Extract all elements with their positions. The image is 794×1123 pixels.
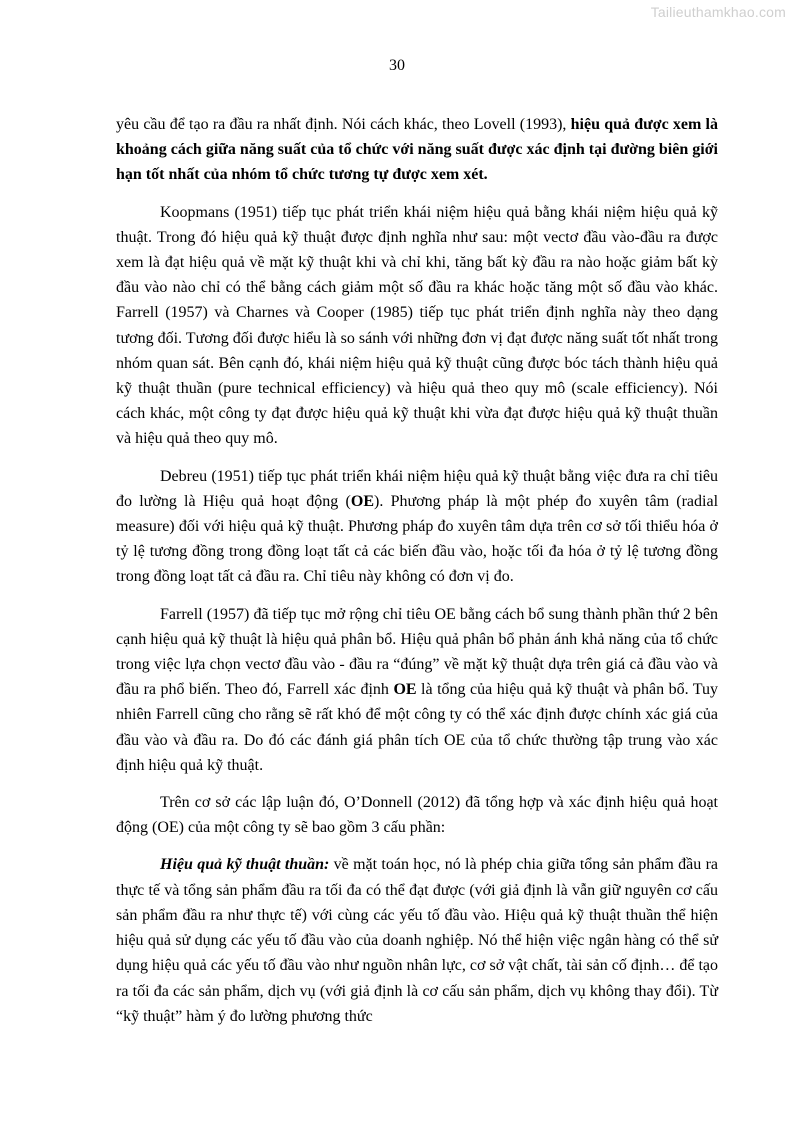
paragraph-2-text: Koopmans (1951) tiếp tục phát triển khái niệm hiệu quả bằng khái niệm hiệu quả kỹ thuật. Trong đó hiệu quả kỹ thuật được định nghĩa như sau: một vectơ đầu vào-đầu ra được xem là đạt hiệu quả về mặt kỹ thuật khi và chỉ khi, tăng bất kỳ đầu ra nào hoặc giảm bất kỳ đầu vào nào chỉ có thể bằng cách giảm một số đầu ra khác hoặc tăng một số đầu vào khác. Farrell (1957) và Charnes và Cooper (1985) tiếp tục phát triển định nghĩa này theo dạng tương đối. Tương đối được hiểu là so sánh với những đơn vị đạt được năng suất tốt nhất trong nhóm quan sát. Bên cạnh đó, khái niệm hiệu quả kỹ thuật cũng được bóc tách thành hiệu quả kỹ thuật thuần (pure technical efficiency) và hiệu quả theo quy mô (scale efficiency). Nói cách khác, một công ty đạt được hiệu quả kỹ thuật khi vừa đạt được hiệu quả kỹ thuật thuần và hiệu quả theo quy mô. bbox=[116, 203, 718, 448]
paragraph-4 bbox=[116, 602, 718, 778]
page-number: 30 bbox=[389, 57, 405, 74]
paragraph-5-text: Trên cơ sở các lập luận đó, O’Donnell (2012) đã tổng hợp và xác định hiệu quả hoạt động (OE) của một công ty sẽ bao gồm 3 cấu phần: bbox=[116, 794, 718, 837]
paragraph-1 bbox=[116, 112, 718, 188]
paragraph-3-text-b: ). Phương pháp là một phép đo xuyên tâm (radial measure) đối với hiệu quả kỹ thuật. Phương pháp đo xuyên tâm dựa trên cơ sở tối thiểu hóa ở tỷ lệ tương đồng trong đồng loạt tất cả các biến đầu vào, hoặc tối đa hóa ở tỷ lệ tương đồng trong đồng loạt tất cả đầu ra. Chỉ tiêu này không có đơn vị đo. bbox=[116, 492, 719, 586]
paragraph-4-text-a: Farrell (1957) đã tiếp tục mở rộng chỉ tiêu OE bằng cách bổ sung thành phần thứ 2 bên cạnh hiệu quả kỹ thuật là hiệu quả phân bổ. Hiệu quả phân bổ phản ánh khả năng của tổ chức trong việc lựa chọn vectơ đầu vào - đầu ra “đúng” về mặt kỹ thuật dựa trên giá cả đầu vào và đầu ra phổ biến. Theo đó, Farrell xác định bbox=[116, 605, 718, 699]
paragraph-4-bold: OE bbox=[393, 681, 417, 699]
paragraph-3-text-a: Debreu (1951) tiếp tục phát triển khái niệm hiệu quả kỹ thuật bằng việc đưa ra chỉ tiêu đo lường là Hiệu quả hoạt động ( bbox=[116, 467, 718, 510]
paragraph-3 bbox=[116, 464, 718, 590]
paragraph-1-text: yêu cầu để tạo ra đầu ra nhất định. Nói cách khác, theo Lovell (1993), bbox=[116, 116, 571, 133]
paragraph-4-text-b: là tổng của hiệu quả kỹ thuật và phân bổ. Tuy nhiên Farrell cũng cho rằng sẽ rất khó để một công ty có thể xác định được chính xác giá của đầu vào và đầu ra. Do đó các đánh giá phân tích OE của tổ chức thường tập trung vào xác định hiệu quả kỹ thuật. bbox=[116, 681, 718, 774]
paragraph-6-heading: Hiệu quả kỹ thuật thuần: bbox=[160, 856, 330, 874]
watermark: Tailieuthamkhao.com bbox=[650, 4, 786, 20]
paragraph-3-bold: OE bbox=[350, 492, 375, 510]
paragraph-2 bbox=[116, 200, 718, 452]
body-text bbox=[116, 112, 718, 1041]
paragraph-6 bbox=[116, 852, 718, 1028]
paragraph-5 bbox=[116, 790, 718, 840]
paragraph-1-bold: hiệu quả được xem là khoảng cách giữa năng suất của tổ chức với năng suất được xác định tại đường biên giới hạn tốt nhất của nhóm tổ chức tương tự được xem xét. bbox=[116, 116, 718, 184]
paragraph-6-text: về mặt toán học, nó là phép chia giữa tổng sản phẩm đầu ra thực tế và tổng sản phẩm đầu ra tối đa có thể đạt được (với giả định là vẫn giữ nguyên cơ cấu sản phẩm đầu ra như thực tế) với cùng các yếu tố đầu vào. Hiệu quả kỹ thuật thuần thể hiện hiệu quả sử dụng các yếu tố đầu vào của doanh nghiệp. Nó thể hiện việc ngân hàng có thể sử dụng hiệu quả các yếu tố đầu vào như nguồn nhân lực, cơ sở vật chất, tài sản cố định… để tạo ra tối đa các sản phẩm, dịch vụ (với giả định là cơ cấu sản phẩm, dịch vụ không thay đổi). Từ “kỹ thuật” hàm ý đo lường phương thức bbox=[116, 856, 719, 1025]
